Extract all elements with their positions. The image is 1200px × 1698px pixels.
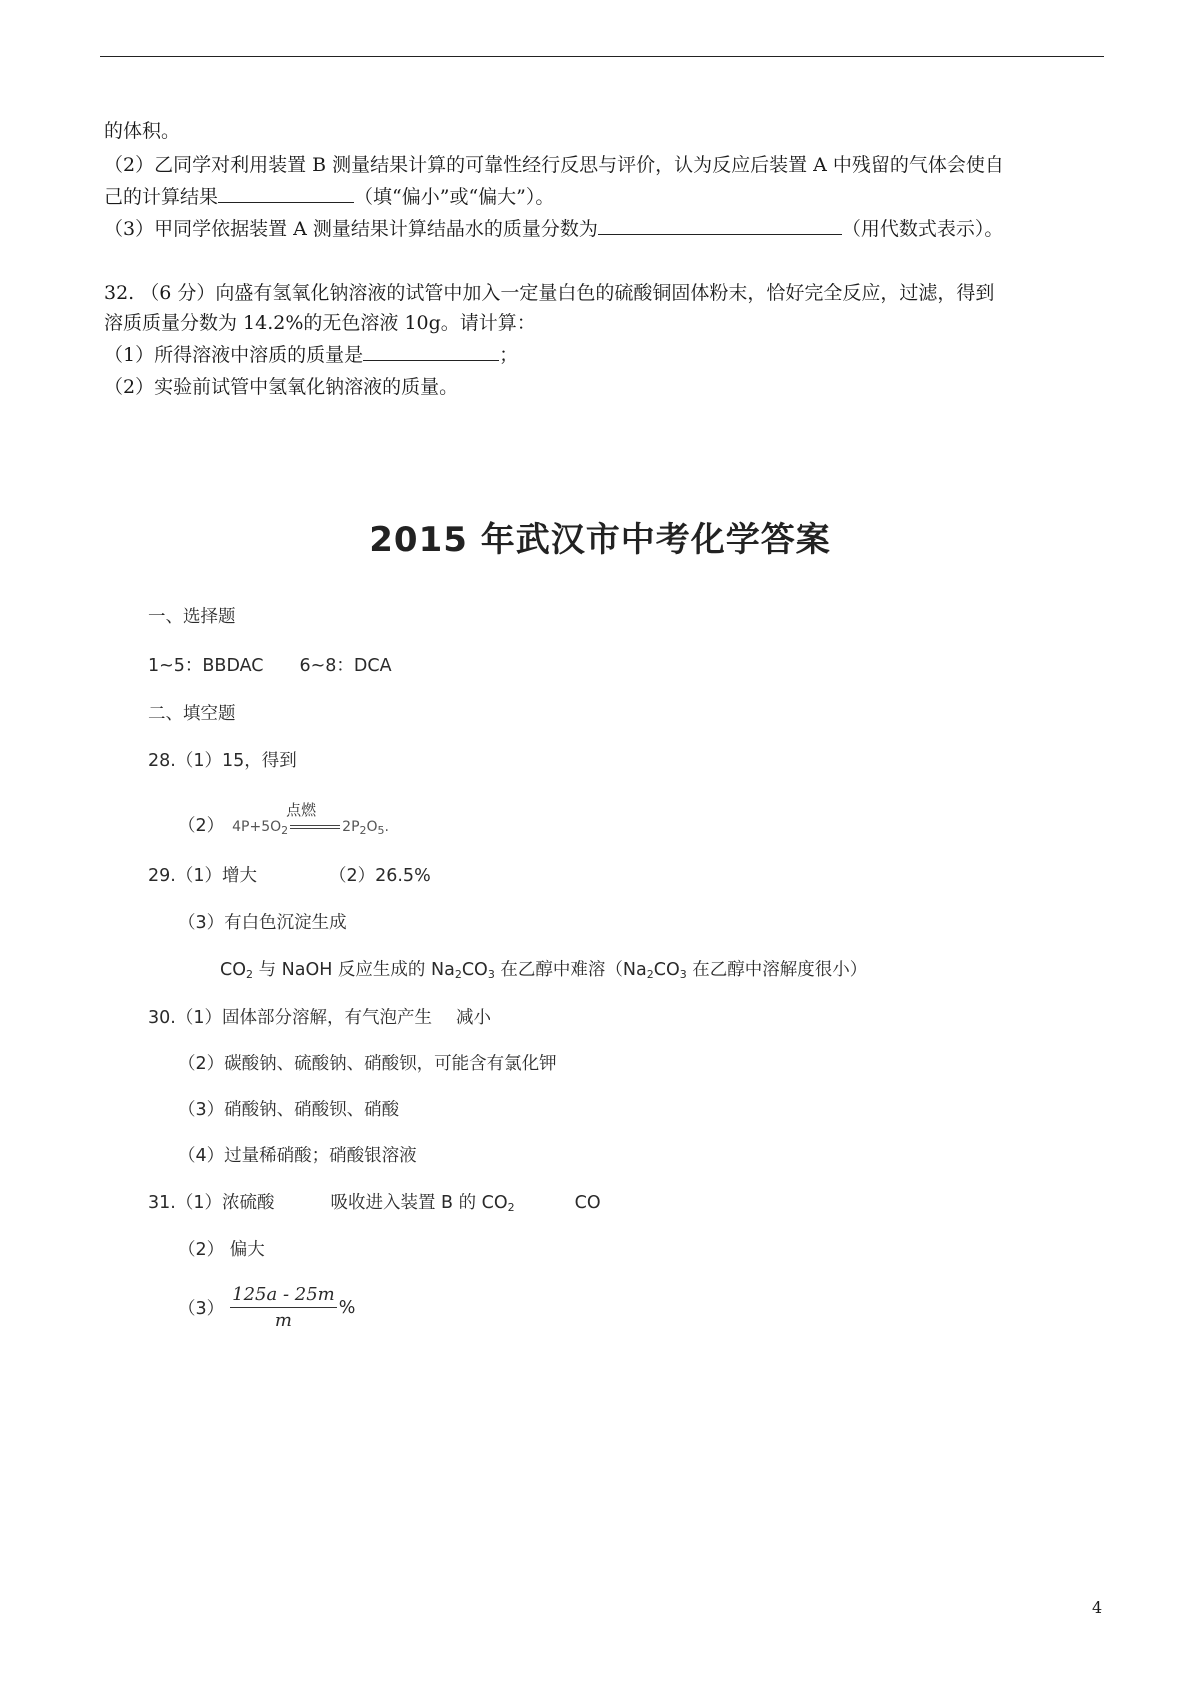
question-32-2: （2）实验前试管中氢氧化钠溶液的质量。 bbox=[104, 376, 459, 398]
header-rule bbox=[100, 56, 1104, 57]
answer-30-4: （4）过量稀硝酸；硝酸银溶液 bbox=[178, 1146, 417, 1166]
answer-30-1: 30.（1）固体部分溶解，有气泡产生 减小 bbox=[148, 1008, 491, 1028]
answer-blank[interactable] bbox=[218, 182, 354, 203]
answer-29-3: （3）有白色沉淀生成 bbox=[178, 913, 347, 933]
answer-31-1: 31.（1）浓硫酸 吸收进入装置 B 的 $CO_2$ CO bbox=[148, 1193, 601, 1214]
question-32-1: （1）所得溶液中溶质的质量是 ； bbox=[104, 340, 518, 370]
question-32: 32. （6 分）向盛有氢氧化钠溶液的试管中加入一定量白色的硫酸铜固体粉末，恰好完全反应，过滤，得到 bbox=[104, 282, 995, 304]
fraction-formula: $\frac{125a - 25m}{m}$ bbox=[232, 1284, 335, 1331]
question-text-volume: 的体积。 bbox=[104, 120, 181, 142]
question-31-2-cont: 己的计算结果 （填“偏小”或“偏大”）。 bbox=[104, 182, 554, 212]
answer-title: 2015 年武汉市中考化学答案 bbox=[369, 520, 831, 560]
section-choice: 一、选择题 bbox=[148, 607, 236, 627]
answer-28-2: （2） 点燃 $4P+5O_2$ $2P_2O_5$. bbox=[178, 801, 389, 837]
answer-29-1: 29.（1）增大 （2）26.5% bbox=[148, 866, 431, 886]
chemical-equation: 点燃 $4P+5O_2$ $2P_2O_5$. bbox=[232, 801, 389, 837]
answer-29-3-detail: $CO_2$ 与 NaOH 反应生成的 $Na_2CO_3$ 在乙醇中难溶（$Na_2CO_3$ 在乙醇中溶解度很小） bbox=[220, 960, 868, 981]
answer-30-3: （3）硝酸钠、硝酸钡、硝酸 bbox=[178, 1100, 400, 1120]
question-31-2: （2）乙同学对利用装置 B 测量结果计算的可靠性经行反思与评价，认为反应后装置 A 中残留的气体会使自 bbox=[104, 154, 1004, 176]
choice-answers: 1~5：BBDAC 6~8：DCA bbox=[148, 656, 392, 676]
answer-30-2: （2）碳酸钠、硫酸钠、硝酸钡，可能含有氯化钾 bbox=[178, 1054, 557, 1074]
section-fill: 二、填空题 bbox=[148, 704, 236, 724]
question-31-3: （3）甲同学依据装置 A 测量结果计算结晶水的质量分数为 （用代数式表示）。 bbox=[104, 214, 1003, 244]
answer-blank[interactable] bbox=[363, 340, 499, 361]
answer-31-2: （2） 偏大 bbox=[178, 1240, 265, 1260]
answer-28-1: 28.（1）15，得到 bbox=[148, 751, 297, 771]
answer-31-3: （3） $\frac{125a - 25m}{m}$ % bbox=[178, 1284, 356, 1331]
page-number: 4 bbox=[1092, 1598, 1103, 1617]
question-32-cont: 溶质质量分数为 14.2%的无色溶液 10g。请计算： bbox=[104, 312, 536, 334]
answer-blank[interactable] bbox=[598, 214, 842, 235]
